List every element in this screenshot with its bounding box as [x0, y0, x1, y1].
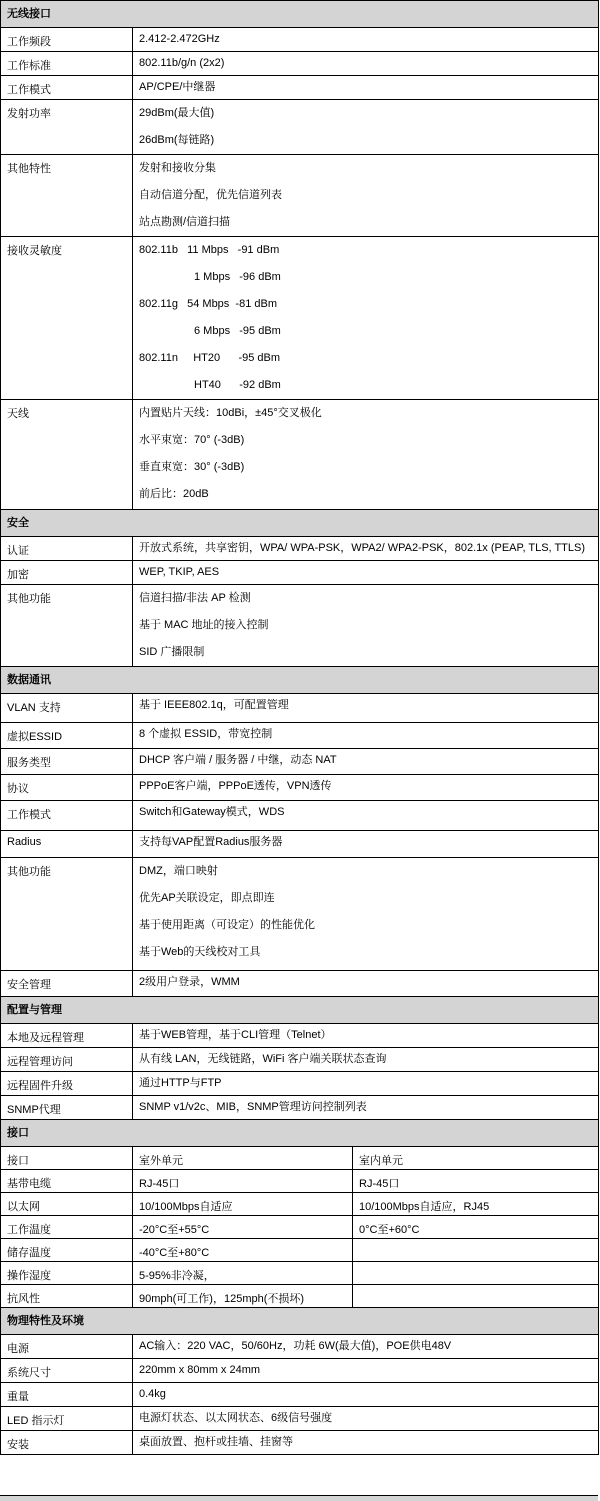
table-row: [1, 1383, 599, 1407]
table-row: [1, 400, 599, 510]
row-label: 远程管理访问: [1, 1048, 133, 1072]
row-value: [133, 76, 599, 100]
indoor-unit-value: [353, 1239, 599, 1262]
value-line: 26dBm(每链路): [139, 134, 215, 146]
outdoor-unit-value: -20°C至+55°C: [133, 1216, 353, 1239]
table-row: [1, 537, 599, 561]
table-row: [1, 1335, 599, 1359]
indoor-unit-value: [353, 1285, 599, 1308]
value-line: PPPoE客户端，PPPoE透传，VPN透传: [139, 780, 332, 792]
row-label: 工作模式: [1, 76, 133, 100]
row-label: 其他特性: [1, 155, 133, 237]
outdoor-unit-value: RJ-45口: [133, 1170, 353, 1193]
row-value: [133, 831, 599, 858]
row-label: Radius: [1, 831, 133, 858]
wireless-section-header: [1, 1, 599, 28]
indoor-unit-value: 10/100Mbps自适应，RJ45: [353, 1193, 599, 1216]
row-label: 加密: [1, 561, 133, 585]
config-section-header: [1, 997, 599, 1024]
row-value: [133, 155, 599, 237]
table-row: [1, 561, 599, 585]
value-line: 220mm x 80mm x 24mm: [139, 1364, 261, 1376]
table-row: [1, 1407, 599, 1431]
row-label: 其他功能: [1, 585, 133, 667]
interface-section-header: [1, 1120, 599, 1147]
row-value: [133, 971, 599, 997]
value-line: 基于 IEEE802.1q，可配置管理: [139, 699, 289, 711]
row-label: SNMP代理: [1, 1096, 133, 1120]
row-value: [133, 723, 599, 749]
row-value: [133, 237, 599, 400]
table-row: [1, 28, 599, 52]
value-line: 2.412-2.472GHz: [139, 33, 220, 45]
value-line: DHCP 客户端 / 服务器 / 中继，动态 NAT: [139, 754, 337, 766]
row-label: 其他功能: [1, 858, 133, 971]
row-value: [133, 801, 599, 831]
table-row: [1, 76, 599, 100]
value-line: 站点勘测/信道扫描: [139, 216, 231, 228]
table-row: [1, 1285, 599, 1308]
row-label: 电源: [1, 1335, 133, 1359]
row-label: 基带电缆: [1, 1170, 133, 1193]
indoor-unit-value: [353, 1262, 599, 1285]
row-value: [133, 1048, 599, 1072]
physical-section-header: [1, 1308, 599, 1335]
table-row: [1, 1262, 599, 1285]
value-line: 802.11b/g/n (2x2): [139, 57, 225, 69]
row-value: [133, 1096, 599, 1120]
row-label: 协议: [1, 775, 133, 801]
indoor-unit-value: RJ-45口: [353, 1170, 599, 1193]
row-label: 抗风性: [1, 1285, 133, 1308]
security-section-header: [1, 510, 599, 537]
table-row: [1, 775, 599, 801]
value-line: 802.11g 54 Mbps -81 dBm: [139, 298, 277, 310]
value-line: 垂直束宽：30° (-3dB): [139, 461, 245, 473]
indoor-unit-value: 0°C至+60°C: [353, 1216, 599, 1239]
value-line: 电源灯状态、以太网状态、6级信号强度: [139, 1412, 333, 1424]
row-label: 接收灵敏度: [1, 237, 133, 400]
table-row: [1, 1024, 599, 1048]
row-value: [133, 1072, 599, 1096]
value-line: 支持每VAP配置Radius服务器: [139, 836, 283, 848]
value-line: 基于Web的天线校对工具: [139, 946, 261, 958]
value-line: 802.11n HT20 -95 dBm: [139, 352, 281, 364]
row-value: [133, 537, 599, 561]
value-line: 0.4kg: [139, 1388, 166, 1400]
value-line: 基于使用距离（可设定）的性能优化: [139, 919, 315, 931]
table-row: [1, 694, 599, 723]
row-label: 发射功率: [1, 100, 133, 155]
row-value: [133, 28, 599, 52]
value-line: 桌面放置、抱杆或挂墙、挂窗等: [139, 1436, 293, 1448]
value-line: 自动信道分配，优先信道列表: [139, 189, 282, 201]
table-row: [1, 1431, 599, 1455]
row-label: 本地及远程管理: [1, 1024, 133, 1048]
value-line: SID 广播限制: [139, 646, 205, 658]
row-value: [133, 749, 599, 775]
row-label: 操作湿度: [1, 1262, 133, 1285]
row-value: [133, 1335, 599, 1359]
row-value: [133, 585, 599, 667]
value-line: 前后比：20dB: [139, 488, 209, 500]
row-label: 安全管理: [1, 971, 133, 997]
row-label: 工作模式: [1, 801, 133, 831]
row-value: [133, 694, 599, 723]
row-label: 安装: [1, 1431, 133, 1455]
value-line: 发射和接收分集: [139, 162, 216, 174]
row-label: 工作标准: [1, 52, 133, 76]
value-line: Switch和Gateway模式，WDS: [139, 806, 285, 818]
table-row: [1, 858, 599, 971]
value-line: 内置贴片天线：10dBi，±45°交叉极化: [139, 407, 322, 419]
outdoor-unit-value: 5-95%非冷凝，: [133, 1262, 353, 1285]
value-line: AC输入：220 VAC，50/60Hz，功耗 6W(最大值)，POE供电48V: [139, 1340, 452, 1352]
row-value: [133, 100, 599, 155]
datacomm-section-header: [1, 667, 599, 694]
row-label: 虚拟ESSID: [1, 723, 133, 749]
value-line: 从有线 LAN，无线链路，WiFi 客户端关联状态查询: [139, 1053, 387, 1065]
value-line: 开放式系统，共享密钥，WPA/ WPA-PSK，WPA2/ WPA2-PSK，802.1x (PEAP, TLS, TTLS): [139, 542, 585, 554]
table-row: [1, 100, 599, 155]
table-row: [1, 831, 599, 858]
outdoor-unit-value: 90mph(可工作)，125mph(不损坏): [133, 1285, 353, 1308]
section-title: 无线接口: [1, 1, 599, 28]
outdoor-unit-value: -40°C至+80°C: [133, 1239, 353, 1262]
outdoor-unit-value: 10/100Mbps自适应: [133, 1193, 353, 1216]
row-label: 以太网: [1, 1193, 133, 1216]
row-label: 系统尺寸: [1, 1359, 133, 1383]
row-label: 服务类型: [1, 749, 133, 775]
section-title: 物理特性及环境: [1, 1308, 599, 1335]
section-title: 数据通讯: [1, 667, 599, 694]
value-line: 基于WEB管理，基于CLI管理（Telnet）: [139, 1029, 332, 1041]
value-line: AP/CPE/中继器: [139, 81, 216, 93]
row-label: 工作温度: [1, 1216, 133, 1239]
value-line: 6 Mbps -95 dBm: [139, 325, 281, 337]
value-line: 基于 MAC 地址的接入控制: [139, 619, 269, 631]
row-label: 工作频段: [1, 28, 133, 52]
row-label: 认证: [1, 537, 133, 561]
table-row: [1, 237, 599, 400]
table-row: [1, 801, 599, 831]
column-header: 接口: [1, 1147, 133, 1170]
table-row: [1, 1239, 599, 1262]
row-value: [133, 1431, 599, 1455]
value-line: 1 Mbps -96 dBm: [139, 271, 281, 283]
column-header: 室外单元: [133, 1147, 353, 1170]
row-value: [133, 52, 599, 76]
value-line: 水平束宽：70° (-3dB): [139, 434, 245, 446]
row-value: [133, 1383, 599, 1407]
table-row: [1, 749, 599, 775]
row-value: [133, 1024, 599, 1048]
value-line: SNMP v1/v2c、MIB，SNMP管理访问控制列表: [139, 1101, 367, 1113]
table-row: [1, 971, 599, 997]
value-line: 2级用户登录，WMM: [139, 976, 240, 988]
value-line: 8 个虚拟 ESSID，带宽控制: [139, 728, 273, 740]
table-row: [1, 723, 599, 749]
value-line: 通过HTTP与FTP: [139, 1077, 222, 1089]
row-label: 天线: [1, 400, 133, 510]
row-label: LED 指示灯: [1, 1407, 133, 1431]
row-value: [133, 1359, 599, 1383]
table-continuation: [0, 1495, 598, 1501]
table-row: [1, 1072, 599, 1096]
row-label: 远程固件升级: [1, 1072, 133, 1096]
row-value: [133, 400, 599, 510]
row-value: [133, 1407, 599, 1431]
section-title: 接口: [1, 1120, 599, 1147]
value-line: 29dBm(最大值): [139, 107, 215, 119]
table-row: [1, 1096, 599, 1120]
table-row: [1, 1170, 599, 1193]
section-title: 安全: [1, 510, 599, 537]
row-label: VLAN 支持: [1, 694, 133, 723]
value-line: 802.11b 11 Mbps -91 dBm: [139, 244, 280, 256]
interface-column-headers: [1, 1147, 599, 1170]
section-title: 配置与管理: [1, 997, 599, 1024]
table-row: [1, 52, 599, 76]
row-value: [133, 561, 599, 585]
row-value: [133, 775, 599, 801]
value-line: 信道扫描/非法 AP 检测: [139, 592, 251, 604]
table-row: [1, 1216, 599, 1239]
table-row: [1, 585, 599, 667]
table-row: [1, 1193, 599, 1216]
column-header: 室内单元: [353, 1147, 599, 1170]
table-row: [1, 1048, 599, 1072]
value-line: DMZ，端口映射: [139, 865, 218, 877]
value-line: WEP, TKIP, AES: [139, 566, 220, 578]
table-row: [1, 1359, 599, 1383]
row-label: 重量: [1, 1383, 133, 1407]
value-line: HT40 -92 dBm: [139, 379, 281, 391]
row-value: [133, 858, 599, 971]
table-row: [1, 155, 599, 237]
value-line: 优先AP关联设定，即点即连: [139, 892, 275, 904]
row-label: 储存温度: [1, 1239, 133, 1262]
